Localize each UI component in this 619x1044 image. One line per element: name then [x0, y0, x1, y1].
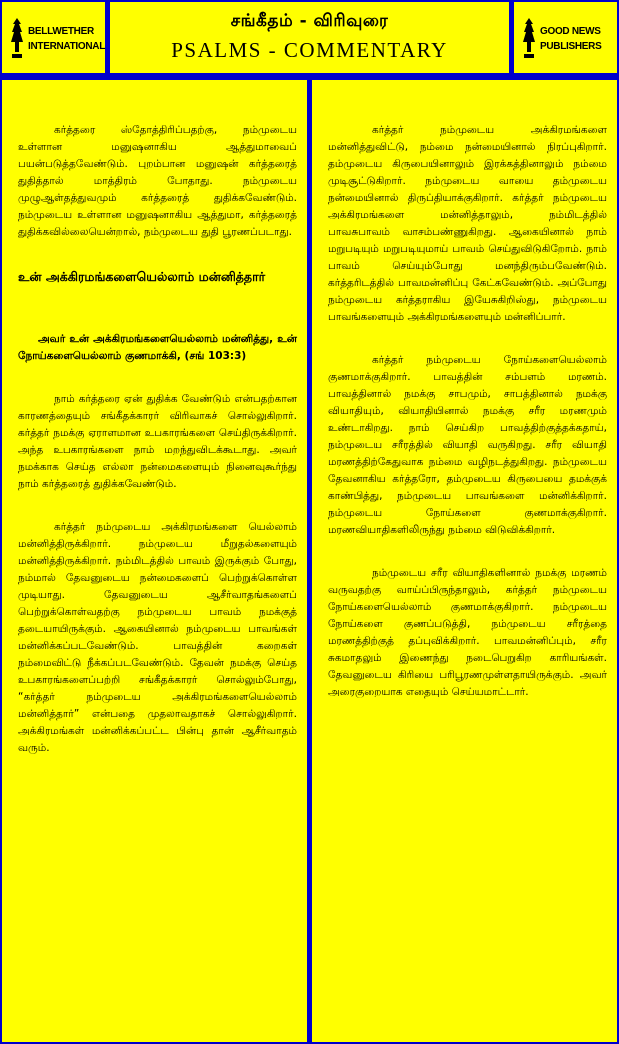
left-column: [2, 80, 307, 1042]
bellwether-logo: [10, 16, 106, 62]
section-heading: உன் அக்கிரமங்களையெல்லாம் மன்னித்தார்: [18, 269, 266, 284]
header-left-panel: [2, 2, 105, 73]
right-logo-line2: PUBLISHERS: [540, 41, 602, 52]
right-logo-line1: GOOD NEWS: [540, 26, 601, 37]
left-paragraph-2: நாம் கர்த்தரை ஏன் துதிக்க வேண்டும் என்பதற்கான காரணத்தையும் சங்கீதக்காரர் விரிவாகச் சொல்லுகிறார். கர்த்தர் நமக்கு ஏராளமான உபகாரங்களை செய்திருக்கிறார். அந்த உபகாரங்களை நாம் மறந்துவிடக்கூடாது. அவர் நமக்காக செய்த எல்லா நன்மைகளையும் நினைவுகூர்ந்து நாம் கர்த்தரைத் துதிக்கவேண்டும்.: [18, 393, 297, 490]
page-title-tamil: சங்கீதம் - விரிவுரை: [230, 11, 389, 31]
good-news-ram-icon: [522, 16, 536, 60]
scripture-verse: அவர் உன் அக்கிரமங்களையெல்லாம் மன்னித்து, உன் நோய்களையெல்லாம் குணமாக்கி, (சங் 103:3): [18, 333, 297, 362]
header-title-panel: [110, 2, 509, 73]
left-logo-line2: INTERNATIONAL: [28, 41, 106, 52]
left-paragraph-3: கர்த்தர் நம்முடைய அக்கிரமங்களை யெல்லாம் மன்னித்திருக்கிறார். நம்முடைய மீறுதல்களையும் மன்னித்திருக்கிறார். நம்மிடத்தில் பாவம் இருக்கும் போது, நம்மால் தேவனுடைய நன்மைகளைப் பெற்றுக்கொள்ள முடியாது. தேவனுடைய ஆசீர்வாதங்களைப் பெற்றுக்கொள்வதற்கு நம்முடைய பாவம் நமக்குத் தடையாயிருக்கும். ஆகையினால் நம்முடைய பாவங்கள் மன்னிக்கப்படவேண்டும். பாவத்தின் கறைகள் நம்மைவிட்டு நீக்கப்படவேண்டும். தேவன் நமக்கு செய்த உபகாரங்களைப்பற்றி சங்கீதக்காரர் சொல்லும்போது, “கர்த்தர் நம்முடைய அக்கிரமங்களையெல்லாம் மன்னித்தார்” என்பதை முதலாவதாகச் சொல்லுகிறார். அக்கிரமங்கள் மன்னிக்கப்பட்ட பின்பு தான் ஆசீர்வாதம் வரும்.: [18, 521, 297, 754]
right-paragraph-1: கர்த்தர் நம்முடைய அக்கிரமங்களை மன்னித்துவிட்டு, நம்மை நன்மையினால் நிரப்புகிறார். தம்முடைய கிருபையினாலும் இரக்கத்தினாலும் நம்மை முடிசூட்டுகிறார். நம்முடைய வாயை தம்முடைய நன்மையினால் திருப்தியாக்குகிறார். கர்த்தர் நம்முடைய அக்கிரமங்களை மன்னித்தாலும், நம்மிடத்தில் பாவசுபாவம் வாசம்பண்ணுகிறது. ஆகையினால் நாம் மறுபடியும் மறுபடியுமாய் பாவம் செய்துவிடுகிறோம். நாம் பாவம் செய்யும்போது மனந்திரும்பவேண்டும். கர்த்தரிடத்தில் பாவமன்னிப்பு கேட்கவேண்டும். அப்போது நம்முடைய கர்த்தராகிய இயேசுகிறிஸ்து, நம்முடைய பாவங்களையும் அக்கிரமங்களையும் மன்னிப்பார்.: [328, 124, 607, 323]
good-news-logo: [522, 16, 612, 62]
right-paragraph-2: கர்த்தர் நம்முடைய நோய்களையெல்லாம் குணமாக்குகிறார். பாவத்தின் சம்பளம் மரணம். பாவத்தினால் நமக்கு சாபமும், சாபத்தினால் நமக்கு வியாதியும், வியாதியினால் நமக்கு சரீர மரணமும் உண்டாகிறது. நாம் செய்கிற பாவத்திற்குத்தக்கதாய், நம்முடைய சரீரத்தில் வியாதி வருகிறது. சரீர வியாதி மரணத்திற்கேதுவாக நம்மை வழிநடத்துகிறது. நம்முடைய தேவனாகிய கர்த்தரோ, தம்முடைய கிருபையை தமக்குக் காண்பித்து, நம்முடைய பாவங்களை மன்னிக்கிறார். நம்முடைய நோய்களை குணமாக்குகிறார். மரணவியாதிகளிலிருந்து நம்மை விடுவிக்கிறார்.: [328, 354, 607, 536]
left-logo-line1: BELLWETHER: [28, 26, 94, 37]
right-paragraph-3: நம்முடைய சரீர வியாதிகளினால் நமக்கு மரணம் வருவதற்கு வாய்ப்பிருந்தாலும், கர்த்தர் நம்முடைய நோய்களையெல்லாம் குணமாக்குகிறார். நம்முடைய நோய்களை குணப்படுத்தி, நம்முடைய சரீரத்தை மரணத்திற்குத் தப்புவிக்கிறார். பாவமன்னிப்பும், சரீர சுகமாதலும் இணைந்து நடைபெறுகிற காரியங்கள். தேவனுடைய கிரியை பரிபூரணமுள்ளதாயிருக்கும். அவர் அரைகுறையாக எதையும் செய்யமாட்டார்.: [328, 567, 607, 698]
right-column: [312, 80, 617, 1042]
left-paragraph-1: கர்த்தரை ஸ்தோத்திரிப்பதற்கு, நம்முடைய உள்ளான மனுஷனாகிய ஆத்துமாவைப் பயன்படுத்தவேண்டும். புறம்பான மனுஷன் கர்த்தரைத் துதித்தால் மாத்திரம் போதாது. நம்முடைய முழுஆள்தத்துவமும் கர்த்தரைத் துதிக்கவேண்டும். நம்முடைய உள்ளான மனுஷனாகிய ஆத்துமா, கர்த்தரைத் துதிக்கவில்லையென்றால், நம்முடைய துதி பூரணப்படாது.: [18, 124, 297, 238]
header-right-panel: [514, 2, 617, 73]
page-title-english: PSALMS - COMMENTARY: [171, 38, 448, 62]
bellwether-ram-icon: [10, 16, 24, 60]
